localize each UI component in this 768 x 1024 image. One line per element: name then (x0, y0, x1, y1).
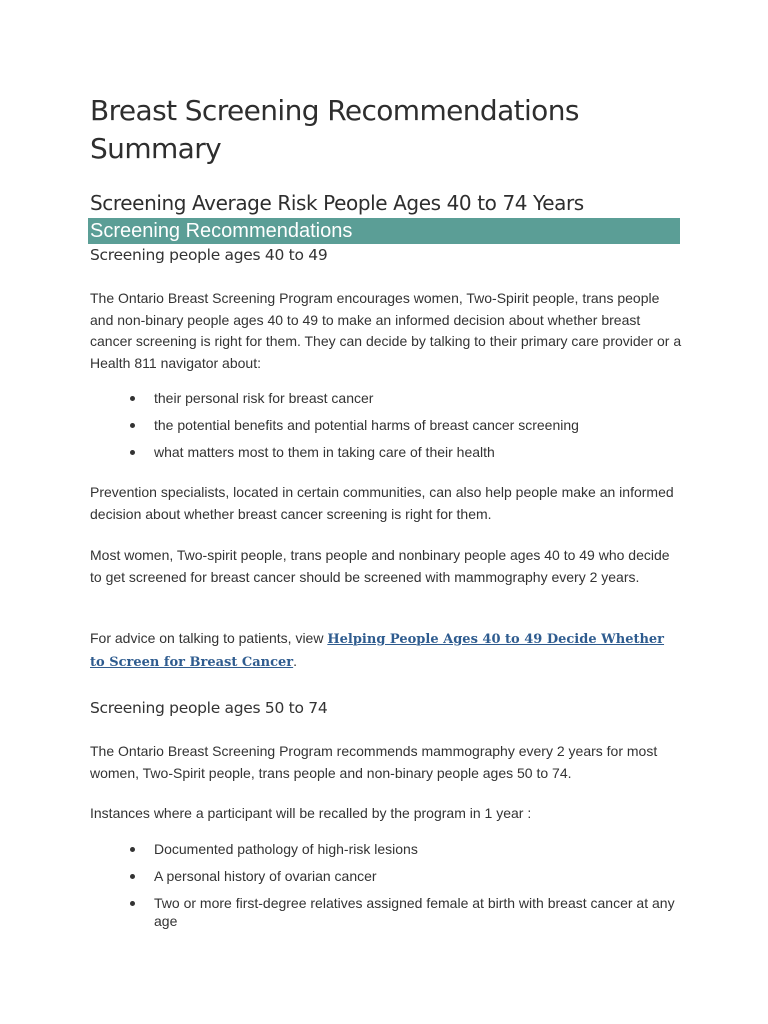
list-item (90, 416, 682, 434)
list-item-text: their personal risk for breast cancer (154, 390, 374, 406)
list-item (90, 389, 682, 407)
list-item (90, 840, 682, 858)
recall-intro-paragraph: Instances where a participant will be recalled by the program in 1 year : (90, 805, 532, 821)
advice-suffix: . (293, 652, 298, 669)
list-item (90, 894, 682, 930)
list-item (90, 867, 682, 885)
bullet-icon (130, 423, 135, 428)
subheading-ages-50-74: Screening people ages 50 to 74 (90, 699, 328, 717)
prevention-paragraph: Prevention specialists, located in certain communities, can also help people make an informed decision about whether breast cancer screening is right for them. (90, 484, 674, 522)
decision-factors-list (90, 389, 682, 470)
advice-paragraph (90, 628, 682, 673)
list-item-text: A personal history of ovarian cancer (154, 868, 377, 884)
bullet-icon (130, 396, 135, 401)
bullet-icon (130, 901, 135, 906)
page-title: Breast Screening Recommendations Summary (90, 94, 579, 165)
intro-paragraph-40-49: The Ontario Breast Screening Program encourages women, Two-Spirit people, trans people and non-binary people ages 40 to 49 to make an informed decision about whether breast cancer screening is right for them. They can decide by talking to their primary care provider or a Health 811 navigator about: (90, 290, 682, 371)
mammography-paragraph-40-49: Most women, Two-spirit people, trans people and nonbinary people ages 40 to 49 who decide to get screened for breast cancer should be screened with mammography every 2 years. (90, 547, 670, 585)
intro-paragraph-50-74: The Ontario Breast Screening Program recommends mammography every 2 years for most women, Two-Spirit people, trans people and non-binary people ages 50 to 74. (90, 743, 658, 781)
bullet-icon (130, 450, 135, 455)
list-item-text: Two or more first-degree relatives assigned female at birth with breast cancer at any age (154, 895, 675, 929)
list-item-text: what matters most to them in taking care of their health (154, 444, 495, 460)
list-item-text: Documented pathology of high-risk lesions (154, 841, 418, 857)
subheading-ages-40-49: Screening people ages 40 to 49 (90, 246, 328, 264)
recall-criteria-list (90, 840, 682, 930)
bullet-icon (130, 847, 135, 852)
decision-guide-link[interactable]: Helping People Ages 40 to 49 Decide Whether to Screen for Breast Cancer (90, 632, 665, 670)
advice-prefix: For advice on talking to patients, view (90, 630, 328, 646)
list-item (90, 443, 682, 461)
list-item-text: the potential benefits and potential harms of breast cancer screening (154, 417, 579, 433)
recommendations-band-heading: Screening Recommendations (88, 218, 680, 244)
section-heading: Screening Average Risk People Ages 40 to 74 Years (90, 191, 584, 215)
bullet-icon (130, 874, 135, 879)
